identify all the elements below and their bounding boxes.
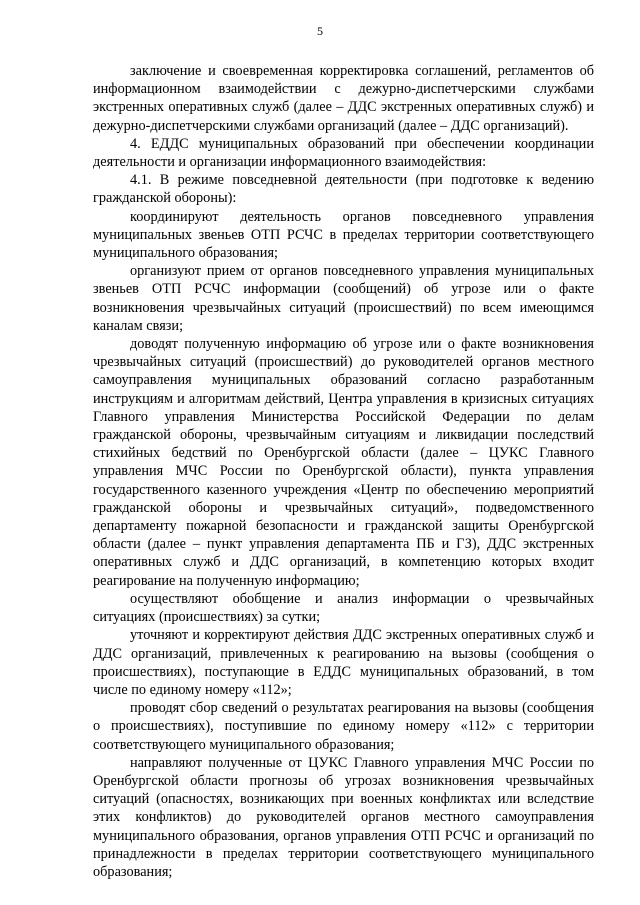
paragraph-section-4-1: 4.1. В режиме повседневной деятельности (при подготовке к ведению гражданской обороны):	[93, 172, 594, 207]
paragraph-agreements: заключение и своевременная корректировка соглашений, регламентов об информационном взаимодействии с дежурно-диспетчерскими службами экстренных оперативных служб (далее – ДДС экстренных оперативных служб) и дежурно-диспетчерскими службами организаций (далее – ДДС организаций).	[93, 63, 594, 134]
paragraph-coordinate: координируют деятельность органов повседневного управления муниципальных звеньев ОТП РСЧС в пределах территории соответствующего муниципального образования;	[93, 208, 594, 262]
paragraph-forward: направляют полученные от ЦУКС Главного управления МЧС России по Оренбургской области прогнозы об угрозах возникновения чрезвычайных ситуаций (опасностях, возникающих при военных конфликтах или вследствие этих конфликтов) до руководителей органов местного самоуправления муниципального образования, органов управления ОТП РСЧС и организаций по принадлежности в пределах территории соответствующего муниципального образования;	[93, 754, 594, 880]
paragraph-summarize: осуществляют обобщение и анализ информации о чрезвычайных ситуациях (происшествиях) за сутки;	[93, 590, 594, 626]
paragraph-organize: организуют прием от органов повседневного управления муниципальных звеньев ОТП РСЧС информации (сообщений) об угрозе или о факте возникновения чрезвычайных ситуаций (происшествий) по всем имеющимся каналам связи;	[93, 263, 594, 334]
paragraph-deliver: доводят полученную информацию об угрозе или о факте возникновения чрезвычайных ситуаций (происшествий) до руководителей органов местного самоуправления муниципальных образований согласно разработанным инструкциям и алгоритмам действий, Центра управления в кризисных ситуациях Главного управления Министерства Российской Федерации по делам гражданской обороны, чрезвычайным ситуациям и ликвидации последствий стихийных бедствий по Оренбургской области (далее – ЦУКС Главного управления МЧС России по Оренбургской области), пункта управления государственного казенного учреждения «Центр по обеспечению мероприятий гражданской обороны и чрезвычайных ситуаций», подведомственного департаменту пожарной безопасности и гражданской защиты Оренбургской области (далее – пункт управления департамента ПБ и ГЗ), ДДС экстренных оперативных служб и ДДС организаций, в компетенцию которых входит реагирование на полученную информацию;	[93, 336, 594, 589]
paragraph-section-4: 4. ЕДДС муниципальных образований при обеспечении координации деятельности и организации информационного взаимодействия:	[93, 135, 594, 171]
document-body	[93, 62, 594, 881]
paragraph-collect: проводят сбор сведений о результатах реагирования на вызовы (сообщения о происшествиях), поступившие по единому номеру «112» с территории соответствующего муниципального образования;	[93, 700, 594, 753]
page-number: 5	[317, 24, 323, 38]
paragraph-adjust: уточняют и корректируют действия ДДС экстренных оперативных служб и ДДС организаций, привлеченных к реагированию на вызовы (сообщения о происшествиях), поступающие в ЕДДС муниципальных образований, в том числе по единому номеру «112»;	[93, 627, 594, 698]
